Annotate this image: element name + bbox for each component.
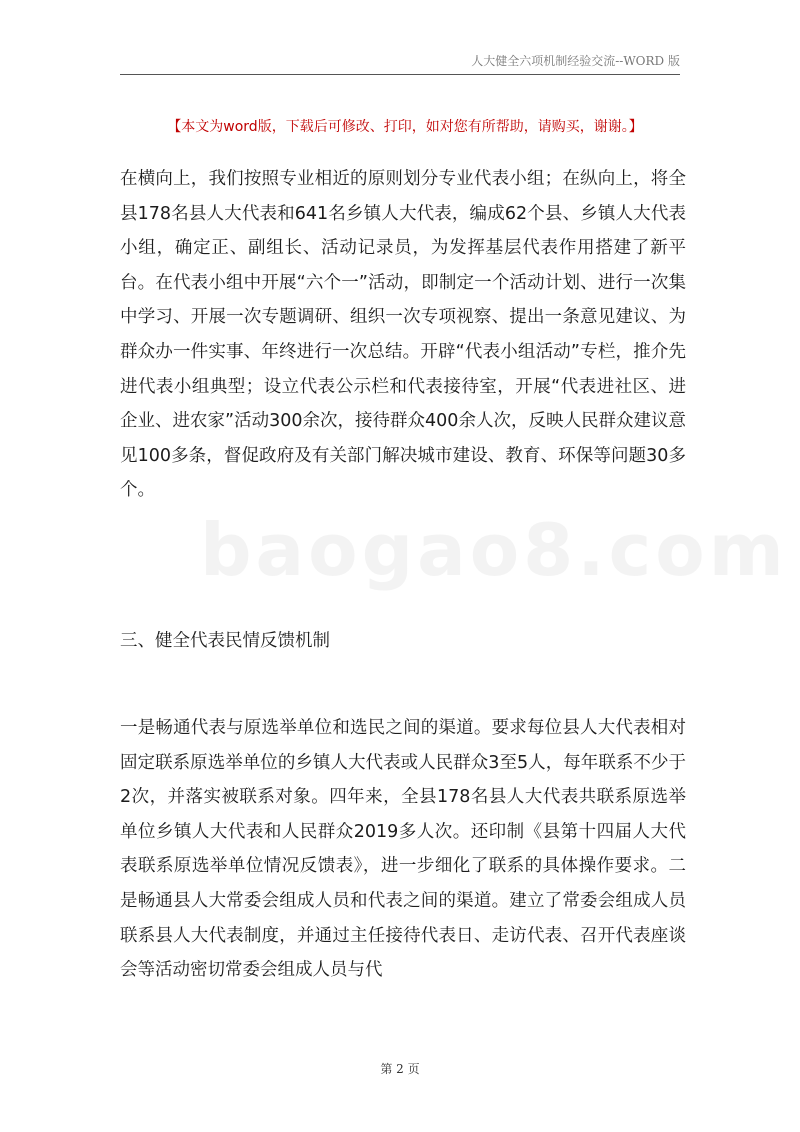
section-heading-3: 三、健全代表民情反馈机制	[120, 631, 330, 651]
download-notice: 【本文为word版，下载后可修改、打印，如对您有所帮助，请购买，谢谢。】	[167, 119, 643, 135]
page-header	[120, 52, 680, 75]
watermark: baogao8.com	[200, 508, 788, 592]
header-title: 人大健全六项机制经验交流--WORD 版	[471, 54, 680, 68]
body-paragraph-1: 在横向上，我们按照专业相近的原则划分专业代表小组；在纵向上，将全县178名县人大代表和641名乡镇人大代表，编成62个县、乡镇人大代表小组，确定正、副组长、活动记录员，为发挥基层代表作用搭建了新平台。在代表小组中开展“六个一”活动，即制定一个活动计划、进行一次集中学习、开展一次专题调研、组织一次专项视察、提出一条意见建议、为群众办一件实事、年终进行一次总结。开辟“代表小组活动”专栏，推介先进代表小组典型；设立代表公示栏和代表接待室，开展“代表进社区、进企业、进农家”活动300余次，接待群众400余人次，反映人民群众建议意见100多条，督促政府及有关部门解决城市建设、教育、环保等问题30多个。	[120, 169, 686, 501]
page-number: 第 2 页	[380, 1062, 420, 1076]
body-paragraph-2: 一是畅通代表与原选举单位和选民之间的渠道。要求每位县人大代表相对固定联系原选举单位的乡镇人大代表或人民群众3至5人，每年联系不少于2次，并落实被联系对象。四年来，全县178名县人大代表共联系原选举单位乡镇人大代表和人民群众2019多人次。还印制《县第十四届人大代表联系原选举单位情况反馈表》，进一步细化了联系的具体操作要求。二是畅通县人大常委会组成人员和代表之间的渠道。建立了常委会组成人员联系县人大代表制度，并通过主任接待代表日、走访代表、召开代表座谈会等活动密切常委会组成人员与代	[120, 718, 686, 981]
